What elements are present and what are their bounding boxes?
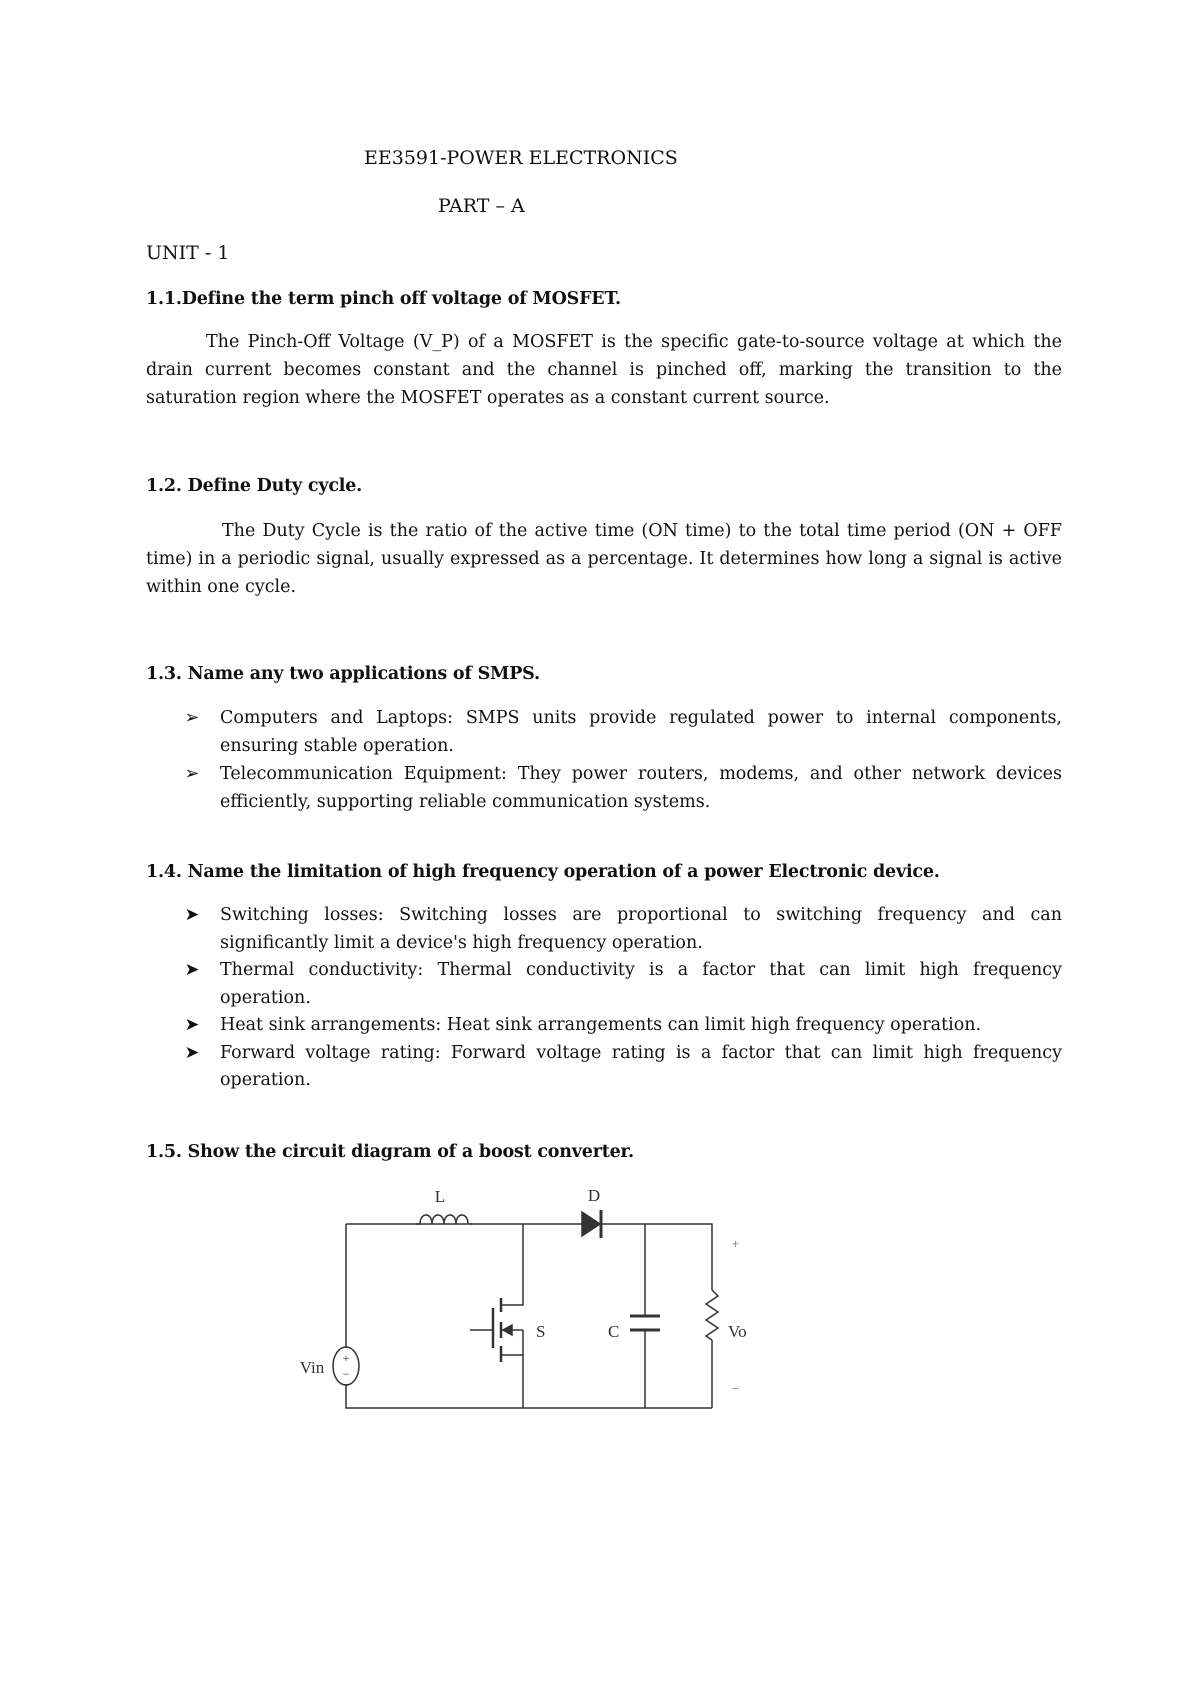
arrowhead-bullet-icon: ➤ xyxy=(184,1042,200,1063)
arrow-bullet-icon: ➢ xyxy=(184,708,200,728)
arrowhead-bullet-icon: ➤ xyxy=(184,960,200,980)
answer-1-2-text: The Duty Cycle is the ratio of the active time (ON time) to the total time period (ON + OFF time) in a periodic signal, usually expressed as a percentage. It determines how long a signal is active within one cycle. xyxy=(146,521,1062,597)
arrowhead-bullet-icon: ➤ xyxy=(184,1015,200,1035)
answer-1-1-text: The Pinch-Off Voltage (V_P) of a MOSFET is the specific gate-to-source voltage at which the drain current becomes constant and the channel is pinched off, marking the transition to the saturation region where the MOSFET operates as a constant current source. xyxy=(146,332,1062,408)
list-item xyxy=(180,1012,1062,1040)
load-resistor-symbol xyxy=(706,1290,718,1340)
list-item xyxy=(180,1040,1062,1095)
list-item-text: Heat sink arrangements: Heat sink arrangements can limit high frequency operation. xyxy=(220,1015,982,1035)
list-item-text: Computers and Laptops: SMPS units provide regulated power to internal components, ensuring stable operation. xyxy=(220,708,1062,756)
capacitor-symbol xyxy=(630,1316,660,1330)
list-item-text: Forward voltage rating: Forward voltage rating is a factor that can limit high frequency operation. xyxy=(220,1042,1062,1090)
inductor-label: L xyxy=(434,1187,446,1206)
list-item xyxy=(180,957,1062,1012)
question-1-4: 1.4. Name the limitation of high frequency operation of a power Electronic device. xyxy=(146,862,940,882)
question-1-3: 1.3. Name any two applications of SMPS. xyxy=(146,664,540,684)
arrow-bullet-icon: ➢ xyxy=(184,764,200,784)
source-minus-sign: − xyxy=(342,1367,350,1381)
list-item xyxy=(180,902,1062,957)
switch-label: S xyxy=(536,1322,546,1341)
list-item-text: Thermal conductivity: Thermal conductivity is a factor that can limit high frequency operation. xyxy=(220,960,1062,1008)
boost-converter-circuit xyxy=(290,1180,770,1430)
list-item-text: Switching losses: Switching losses are proportional to switching frequency and can significantly limit a device's high frequency operation. xyxy=(220,905,1062,953)
output-plus-sign: + xyxy=(732,1236,740,1251)
source-plus-sign: + xyxy=(342,1351,350,1365)
smps-applications-list xyxy=(180,704,1062,816)
question-1-1: 1.1.Define the term pinch off voltage of MOSFET. xyxy=(146,289,621,309)
output-label: Vo xyxy=(728,1322,747,1341)
diode-label: D xyxy=(587,1186,601,1205)
limitations-list xyxy=(180,902,1062,1095)
unit-heading: UNIT - 1 xyxy=(146,242,230,264)
capacitor-label: C xyxy=(608,1322,620,1341)
document-title: EE3591-POWER ELECTRONICS xyxy=(364,147,678,169)
answer-1-1 xyxy=(146,328,1062,412)
list-item-text: Telecommunication Equipment: They power routers, modems, and other network devices efficiently, supporting reliable communication systems. xyxy=(220,764,1062,812)
part-heading: PART – A xyxy=(438,195,525,217)
list-item xyxy=(180,704,1062,760)
source-label: Vin xyxy=(299,1358,325,1377)
mosfet-switch-symbol xyxy=(470,1292,523,1362)
list-item xyxy=(180,760,1062,816)
inductor-coil xyxy=(416,1215,472,1224)
output-minus-sign: − xyxy=(732,1381,740,1396)
diode-symbol xyxy=(582,1210,601,1238)
question-1-2: 1.2. Define Duty cycle. xyxy=(146,476,363,496)
arrowhead-bullet-icon: ➤ xyxy=(184,905,200,925)
answer-1-2 xyxy=(146,517,1062,601)
question-1-5: 1.5. Show the circuit diagram of a boost converter. xyxy=(146,1142,634,1162)
